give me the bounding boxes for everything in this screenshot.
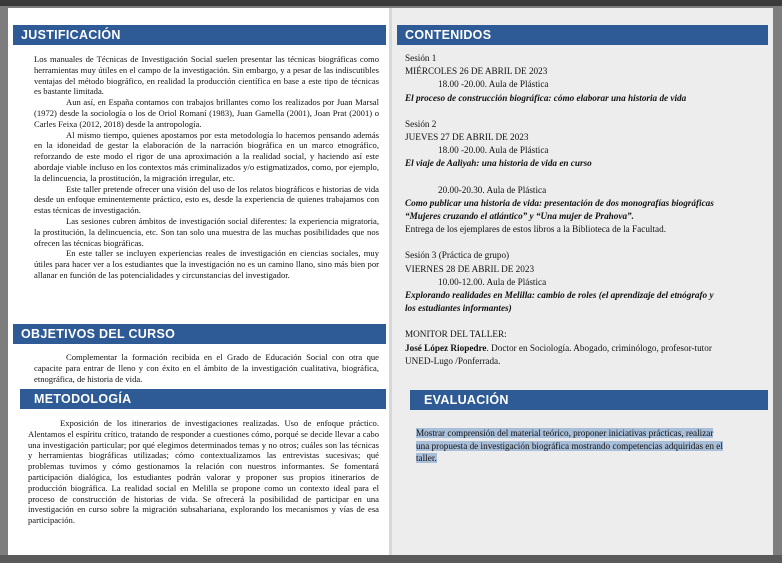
evaluacion-text[interactable] xyxy=(416,427,766,465)
viewer-top-bar xyxy=(0,0,782,6)
evaluacion-line[interactable]: una propuesta de investigación biográfica mostrando competencias adquiridas en el xyxy=(416,440,723,451)
session-2-topic: El viaje de Aaliyah: una historia de vida en curso xyxy=(405,158,592,169)
evaluacion-line[interactable]: taller. xyxy=(416,453,437,463)
session-3-label: Sesión 3 (Práctica de grupo) xyxy=(405,250,510,261)
session-2-date: JUEVES 27 DE ABRIL DE 2023 xyxy=(405,132,529,143)
metodologia-header: METODOLOGÍA xyxy=(20,389,386,409)
session-1-time: 18.00 -20.00. Aula de Plástica xyxy=(438,79,549,90)
justificacion-paragraph: En este taller se incluyen experiencias reales de investigación en ciencias sociales, muy útiles para hacer ver a los estudiantes que la investigación no es un camino llano, sino más bien por allanar en función de las potencialidades y circunstancias del investigador. xyxy=(34,248,379,280)
metodologia-text xyxy=(28,418,379,526)
session-2-topic-2: Como publicar una historia de vida: presentación de dos monografías biográficas xyxy=(405,197,714,208)
session-2-label: Sesión 2 xyxy=(405,118,437,129)
session-1-label: Sesión 1 xyxy=(405,53,437,63)
justificacion-text xyxy=(34,54,379,281)
session-1-date: MIÉRCOLES 26 DE ABRIL DE 2023 xyxy=(405,66,548,77)
session-2-time: 18.00 -20.00. Aula de Plástica xyxy=(438,145,549,156)
metodologia-paragraph: Exposición de los itinerarios de investigaciones realizadas. Uso de enfoque práctico. Alentamos el espíritu crítico, tratando de responder a cuestiones cómo, porqué se decide llevar a cabo una investigación particular; por qué elegimos determinados temas y no otros; cuáles son las técnicas y herramientas biográficas utilizadas; cómo contextualizamos las entrevistas sucesivas; qué problemas tuvimos y cómo gestionamos la relación con nuestros informantes. Se fomentará participación dialógica, los estudiantes podrán valorar y proponer sus propios itinerarios de producción biográfica. La realidad social en Melilla se propone como un contexto ideal para el proceso de construcción de historias de vida. Se ofrecerá la posibilidad de participar en una investigación en curso sobre la migración subsahariana, explorando los mecanismos y vías de esa participación. xyxy=(28,418,379,526)
session-1-topic: El proceso de construcción biográfica: cómo elaborar una historia de vida xyxy=(405,92,687,103)
justificacion-paragraph: Las sesiones cubren ámbitos de investigación social diferentes: la experiencia migratoria, la prostitución, la delincuencia, etc. Son tan solo una muestra de las muchas posibilidades que nos ofrecen las técnicas biográficas. xyxy=(34,215,379,248)
monitor-name: José López Riopedre xyxy=(405,342,487,353)
viewer-bottom-bar xyxy=(0,555,782,563)
session-2-note: Entrega de los ejemplares de estos libros a la Biblioteca de la Facultad. xyxy=(405,224,666,235)
monitor-label: MONITOR DEL TALLER: xyxy=(405,329,507,340)
contenidos-header: CONTENIDOS xyxy=(397,25,768,45)
monitor-desc-cont: UNED-Lugo /Ponferrada. xyxy=(405,355,501,366)
objetivos-header: OBJETIVOS DEL CURSO xyxy=(13,324,386,344)
session-3-time: 10.00-12.00. Aula de Plástica xyxy=(438,276,547,287)
session-3-topic-cont: los estudiantes informantes) xyxy=(405,303,512,314)
justificacion-paragraph: Este taller pretende ofrecer una visión del uso de los relatos biográficos e historias de vida desde un enfoque eminentemente práctico, esto es, desde la experiencia de quienes trabajamos con estas técnicas de investigación. xyxy=(34,183,379,216)
objetivos-paragraph: Complementar la formación recibida en el Grado de Educación Social con otra que capacite para entrar de lleno y con éxito en el ámbito de la investigación cualitativa, biográfica, etnográfica, de historia de vida. xyxy=(34,352,379,384)
session-2-topic-2-cont: “Mujeres cruzando el atlántico” y “Una mujer de Prahova”. xyxy=(405,211,634,222)
justificacion-header: JUSTIFICACIÓN xyxy=(13,25,386,45)
contenidos-body xyxy=(405,52,770,368)
session-3-date: VIERNES 28 DE ABRIL DE 2023 xyxy=(405,263,535,274)
objetivos-text xyxy=(34,352,379,384)
monitor-desc: . Doctor en Sociología. Abogado, criminólogo, profesor-tutor xyxy=(486,342,712,353)
evaluacion-header: EVALUACIÓN xyxy=(410,390,768,410)
justificacion-paragraph: Al mismo tiempo, quienes apostamos por esta metodología lo hacemos pensando además en la idoneidad de gestar la elaboración de la narración biográfica en un marco etnográfico, reforzando de este modo el rigor de una aproximación a la realidad social, y haciendo así este abordaje viable incluso en los contextos más criminalizados y/o estigmatizados, como, por ejemplo, la delincuencia, la prostitución, la migración irregular, etc. xyxy=(34,129,379,183)
justificacion-paragraph: Aun así, en España contamos con trabajos brillantes como los realizados por Juan Marsal (1972) desde la sociología o los de Oriol Romaní (1983), Juan Gamella (2001), Joan Prat (2001) o Carles Feixa (2012, 2018) desde la antropología. xyxy=(34,97,379,129)
monitor-info xyxy=(405,342,770,355)
session-3-topic: Explorando realidades en Melilla: cambio de roles (el aprendizaje del etnógrafo y xyxy=(405,290,714,301)
session-2-time-2: 20.00-20.30. Aula de Plástica xyxy=(438,184,547,195)
evaluacion-line[interactable]: Mostrar comprensión del material teórico, proponer iniciativas prácticas, realizar xyxy=(416,428,714,438)
justificacion-paragraph: Los manuales de Técnicas de Investigación Social suelen presentar las técnicas biográficas como herramientas muy útiles en el campo de la investigación. Sin embargo, y a pesar de las indiscutibles ventajas del método biográfico, en realidad la producción científica en base a este tipo de técnicas es bastante limitada. xyxy=(34,54,379,97)
